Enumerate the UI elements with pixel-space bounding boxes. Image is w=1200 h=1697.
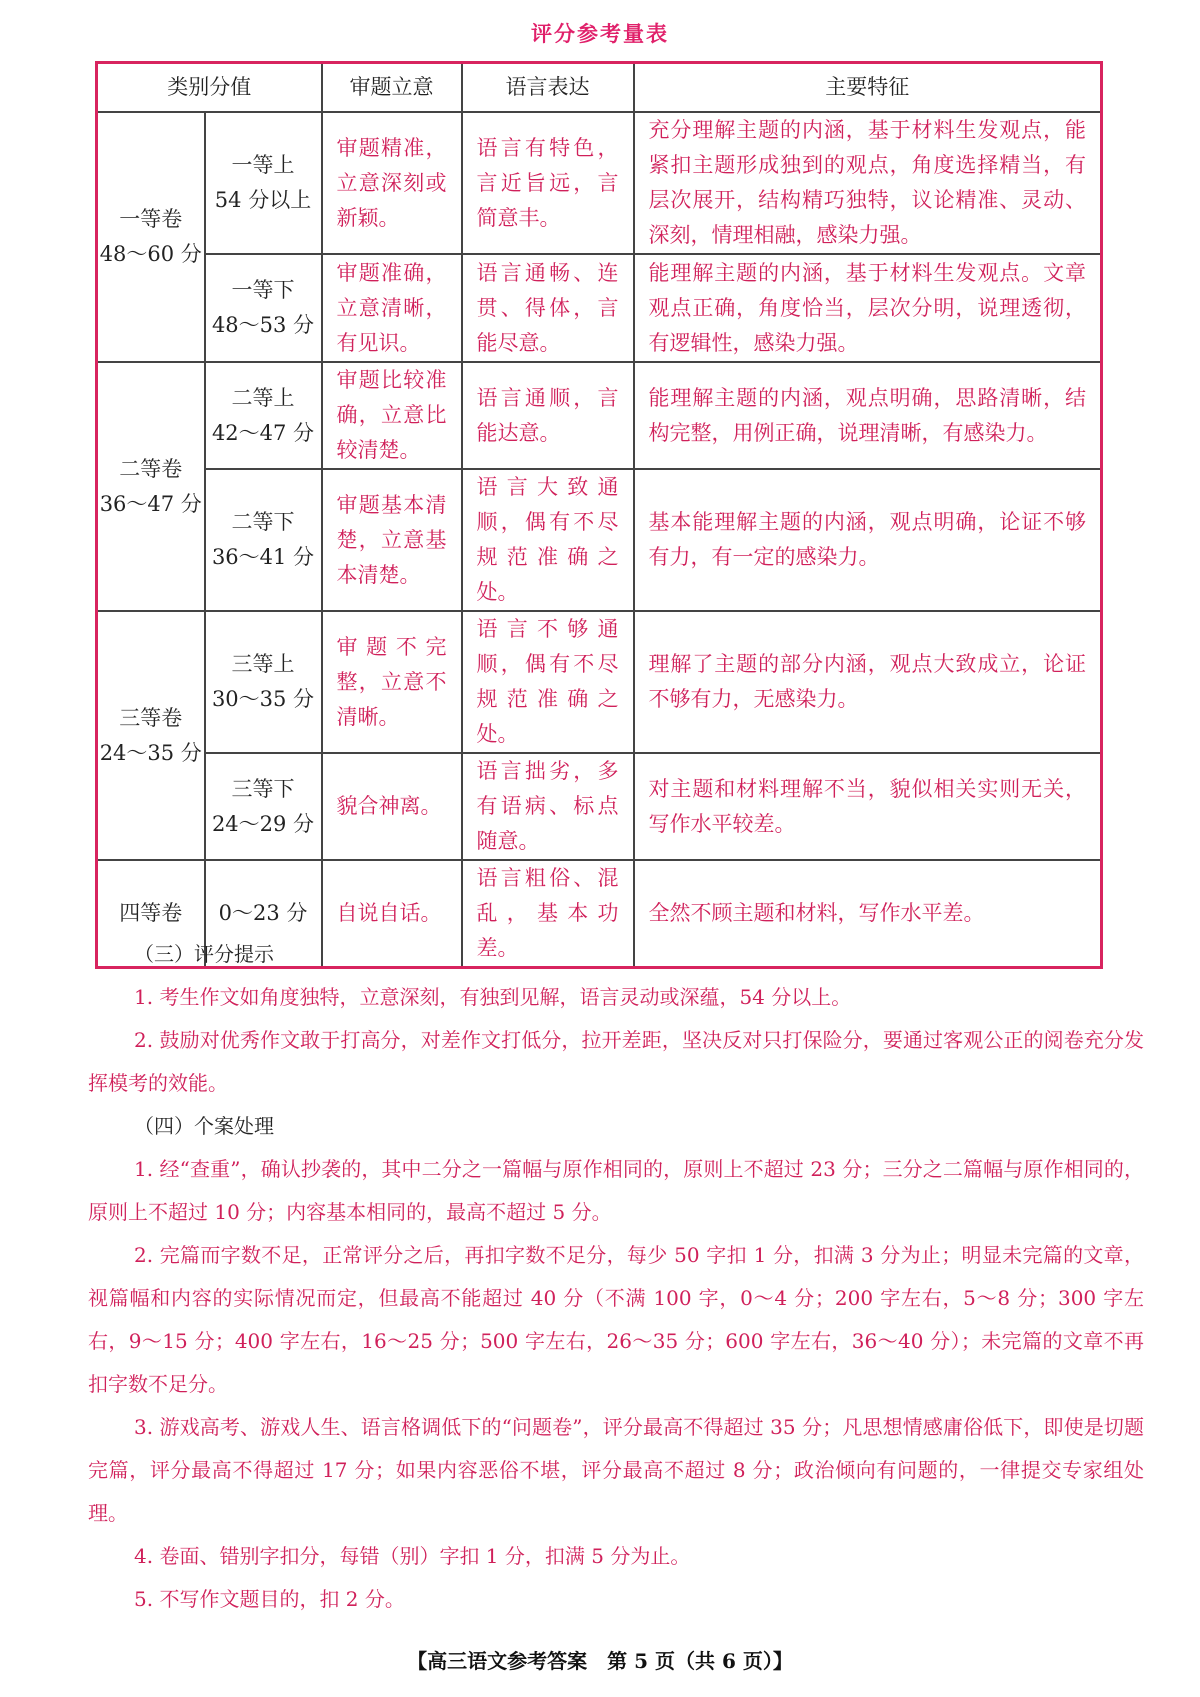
shenti-cell: 自说自话。: [322, 860, 462, 968]
yuyan-cell: 语言不够通顺，偶有不尽规范准确之处。: [462, 611, 634, 753]
level-score: 36～41 分: [211, 545, 315, 569]
level-score: 42～47 分: [211, 420, 315, 445]
shenti-cell: 审题基本清楚，立意基本清楚。: [322, 469, 462, 611]
tezheng-cell: 能理解主题的内涵，观点明确，思路清晰，结构完整，用例正确，说理清晰，有感染力。: [634, 362, 1102, 469]
shenti-cell: 貌合神离。: [322, 753, 462, 860]
note-item: 2. 鼓励对优秀作文敢于打高分，对差作文打低分，拉开差距，坚决反对只打保险分，要通过客观公正的阅卷充分发挥模考的效能。: [88, 1028, 1144, 1095]
grade-level: [205, 112, 322, 254]
yuyan-cell: 语言通顺，言能达意。: [462, 362, 634, 469]
table-row: [97, 469, 1102, 611]
yuyan-cell: 语言拙劣，多有语病、标点随意。: [462, 753, 634, 860]
section-heading: （三）评分提示: [134, 942, 274, 966]
tezheng-cell: 充分理解主题的内涵，基于材料生发观点，能紧扣主题形成独到的观点，角度选择精当，有层次展开，结构精巧独特，议论精准、灵动、深刻，情理相融，感染力强。: [634, 112, 1102, 254]
level-score: 24～29 分: [211, 811, 315, 836]
scoring-notes: [88, 933, 1144, 1621]
scoring-rubric-table: [95, 61, 1103, 969]
note-item: 3. 游戏高考、游戏人生、语言格调低下的“问题卷”，评分最高不得超过 35 分；凡思想情感庸俗低下，即使是切题完篇，评分最高不得超过 17 分；如果内容恶俗不堪，评分最高不超过 8 分；政治倾向有问题的，一律提交专家组处理。: [88, 1415, 1144, 1525]
table-row: [97, 254, 1102, 362]
section-heading: （四）个案处理: [134, 1114, 274, 1138]
table-title: 评分参考量表: [531, 21, 669, 46]
grade-name: 一等卷: [119, 207, 183, 231]
note-item: 2. 完篇而字数不足，正常评分之后，再扣字数不足分，每少 50 字扣 1 分，扣满 3 分为止；明显未完篇的文章，视篇幅和内容的实际情况而定，但最高不能超过 40 分（不满 100 字，0～4 分；200 字左右，5～8 分；300 字左右，9～15 分；400 字左右，16～25 分；500 字左右，26～35 分；600 字左右，36～40 分）；未完篇的文章不再扣字数不足分。: [88, 1243, 1144, 1396]
shenti-cell: 审题精准，立意深刻或新颖。: [322, 112, 462, 254]
grade-category: [97, 362, 205, 611]
grade-range: 36～47 分: [99, 491, 202, 516]
yuyan-cell: 语言粗俗、混乱，基本功差。: [462, 860, 634, 968]
grade-category: [97, 112, 205, 362]
header-row: [97, 63, 1102, 113]
table-row: [97, 112, 1102, 254]
grade-category: 四等卷: [97, 860, 205, 968]
grade-level: [205, 254, 322, 362]
grade-range: 48～60 分: [99, 242, 202, 266]
tezheng-cell: 全然不顾主题和材料，写作水平差。: [634, 860, 1102, 968]
grade-category: [97, 611, 205, 860]
level-score: 48～53 分: [211, 313, 315, 337]
level-name: 二等上: [231, 385, 295, 410]
grade-level: [205, 611, 322, 753]
table-row: [97, 362, 1102, 469]
grade-level: [205, 362, 322, 469]
tezheng-cell: 基本能理解主题的内涵，观点明确，论证不够有力，有一定的感染力。: [634, 469, 1102, 611]
shenti-cell: 审题准确，立意清晰，有见识。: [322, 254, 462, 362]
yuyan-cell: 语言大致通顺，偶有不尽规范准确之处。: [462, 469, 634, 611]
header-category: 类别分值: [97, 63, 322, 113]
page-footer: 【高三语文参考答案 第 5 页（共 6 页）】: [407, 1649, 793, 1673]
yuyan-cell: 语言通畅、连贯、得体，言能尽意。: [462, 254, 634, 362]
level-score: 54 分以上: [214, 188, 312, 212]
level-name: 一等下: [231, 278, 295, 302]
grade-level: 0～23 分: [205, 860, 322, 968]
tezheng-cell: 对主题和材料理解不当，貌似相关实则无关，写作水平较差。: [634, 753, 1102, 860]
level-name: 二等下: [231, 510, 295, 534]
note-item: 4. 卷面、错别字扣分，每错（别）字扣 1 分，扣满 5 分为止。: [134, 1544, 691, 1568]
tezheng-cell: 理解了主题的部分内涵，观点大致成立，论证不够有力，无感染力。: [634, 611, 1102, 753]
level-name: 一等上: [231, 153, 295, 177]
table-row: [97, 753, 1102, 860]
shenti-cell: 审题比较准确，立意比较清楚。: [322, 362, 462, 469]
note-item: 1. 经“查重”，确认抄袭的，其中二分之一篇幅与原作相同的，原则上不超过 23 分；三分之二篇幅与原作相同的，原则上不超过 10 分；内容基本相同的，最高不超过 5 分。: [88, 1157, 1144, 1224]
level-name: 三等下: [231, 776, 295, 801]
grade-level: [205, 469, 322, 611]
level-name: 三等上: [231, 652, 295, 676]
tezheng-cell: 能理解主题的内涵，基于材料生发观点。文章观点正确，角度恰当，层次分明，说理透彻，有逻辑性，感染力强。: [634, 254, 1102, 362]
header-tezheng: 主要特征: [634, 63, 1102, 113]
grade-range: 24～35 分: [99, 740, 202, 765]
grade-level: [205, 753, 322, 860]
grade-name: 二等卷: [119, 456, 183, 481]
table-row: [97, 611, 1102, 753]
header-shenti: 审题立意: [322, 63, 462, 113]
header-yuyan: 语言表达: [462, 63, 634, 113]
grade-name: 三等卷: [119, 705, 183, 730]
note-item: 5. 不写作文题目的，扣 2 分。: [134, 1587, 405, 1611]
note-item: 1. 考生作文如角度独特，立意深刻，有独到见解，语言灵动或深蕴，54 分以上。: [134, 985, 852, 1009]
yuyan-cell: 语言有特色，言近旨远，言简意丰。: [462, 112, 634, 254]
shenti-cell: 审题不完整，立意不清晰。: [322, 611, 462, 753]
level-score: 30～35 分: [211, 687, 315, 711]
